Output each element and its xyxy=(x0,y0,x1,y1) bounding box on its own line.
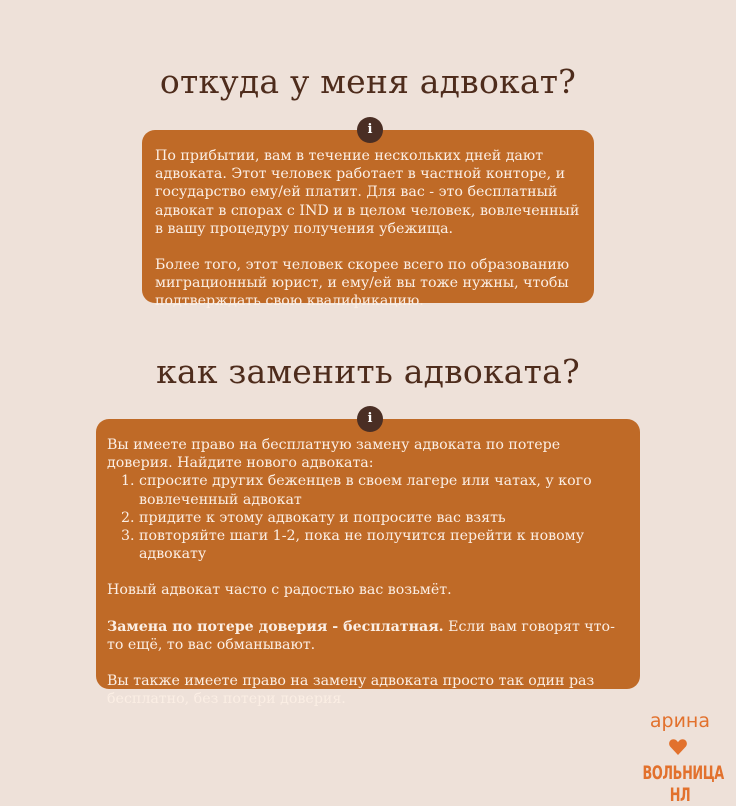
list-item: 2. придите к этому адвокату и попросите вас взять xyxy=(139,509,630,527)
info-card-replace-lawyer xyxy=(96,419,640,708)
info-card-where-lawyer xyxy=(142,130,594,310)
card2-free-replacement xyxy=(107,618,630,654)
info-icon: i xyxy=(357,406,383,432)
card1-paragraph2: Более того, этот человек скорее всего по образованию миграционный юрист, и ему/ей вы тоже нужны, чтобы подтверждать свою квалификацию. xyxy=(155,257,570,310)
info-icon: i xyxy=(357,117,383,143)
card2-once-replacement: Вы также имеете право на замену адвоката просто так один раз бесплатно, без потери доверия. xyxy=(107,673,595,708)
heading-where-lawyer: откуда у меня адвокат? xyxy=(159,62,577,101)
list-item: 1. спросите других беженцев в своем лагере или чатах, у кого вовлеченный адвокат xyxy=(139,472,630,508)
heart-icon xyxy=(668,737,688,757)
heading-replace-lawyer: как заменить адвоката? xyxy=(156,352,580,391)
free-rest-text: Если вам говорят что-то ещё, то вас обманывают. xyxy=(107,618,615,653)
signature-name: арина xyxy=(649,710,710,732)
free-bold-text: Замена по потере доверия - бесплатная. xyxy=(107,618,444,635)
card2-new-lawyer: Новый адвокат часто с радостью вас возьмёт. xyxy=(107,582,452,599)
card1-paragraph1: По прибытии, вам в течение нескольких дней дают адвоката. Этот человек работает в частной конторе, и государство ему/ей платит. Для вас - это бесплатный адвокат в спорах с IND и в целом человек, вовлеченный в вашу процедуру получения убежища. xyxy=(155,148,580,237)
card2-intro: Вы имеете право на бесплатную замену адвоката по потере доверия. Найдите нового адвоката: xyxy=(107,437,561,472)
list-item: 3. повторяйте шаги 1-2, пока не получится перейти к новому адвокату xyxy=(139,527,630,563)
steps-list xyxy=(107,472,630,563)
signature-org-logo: ВОЛЬНИЦА НЛ xyxy=(642,762,724,806)
